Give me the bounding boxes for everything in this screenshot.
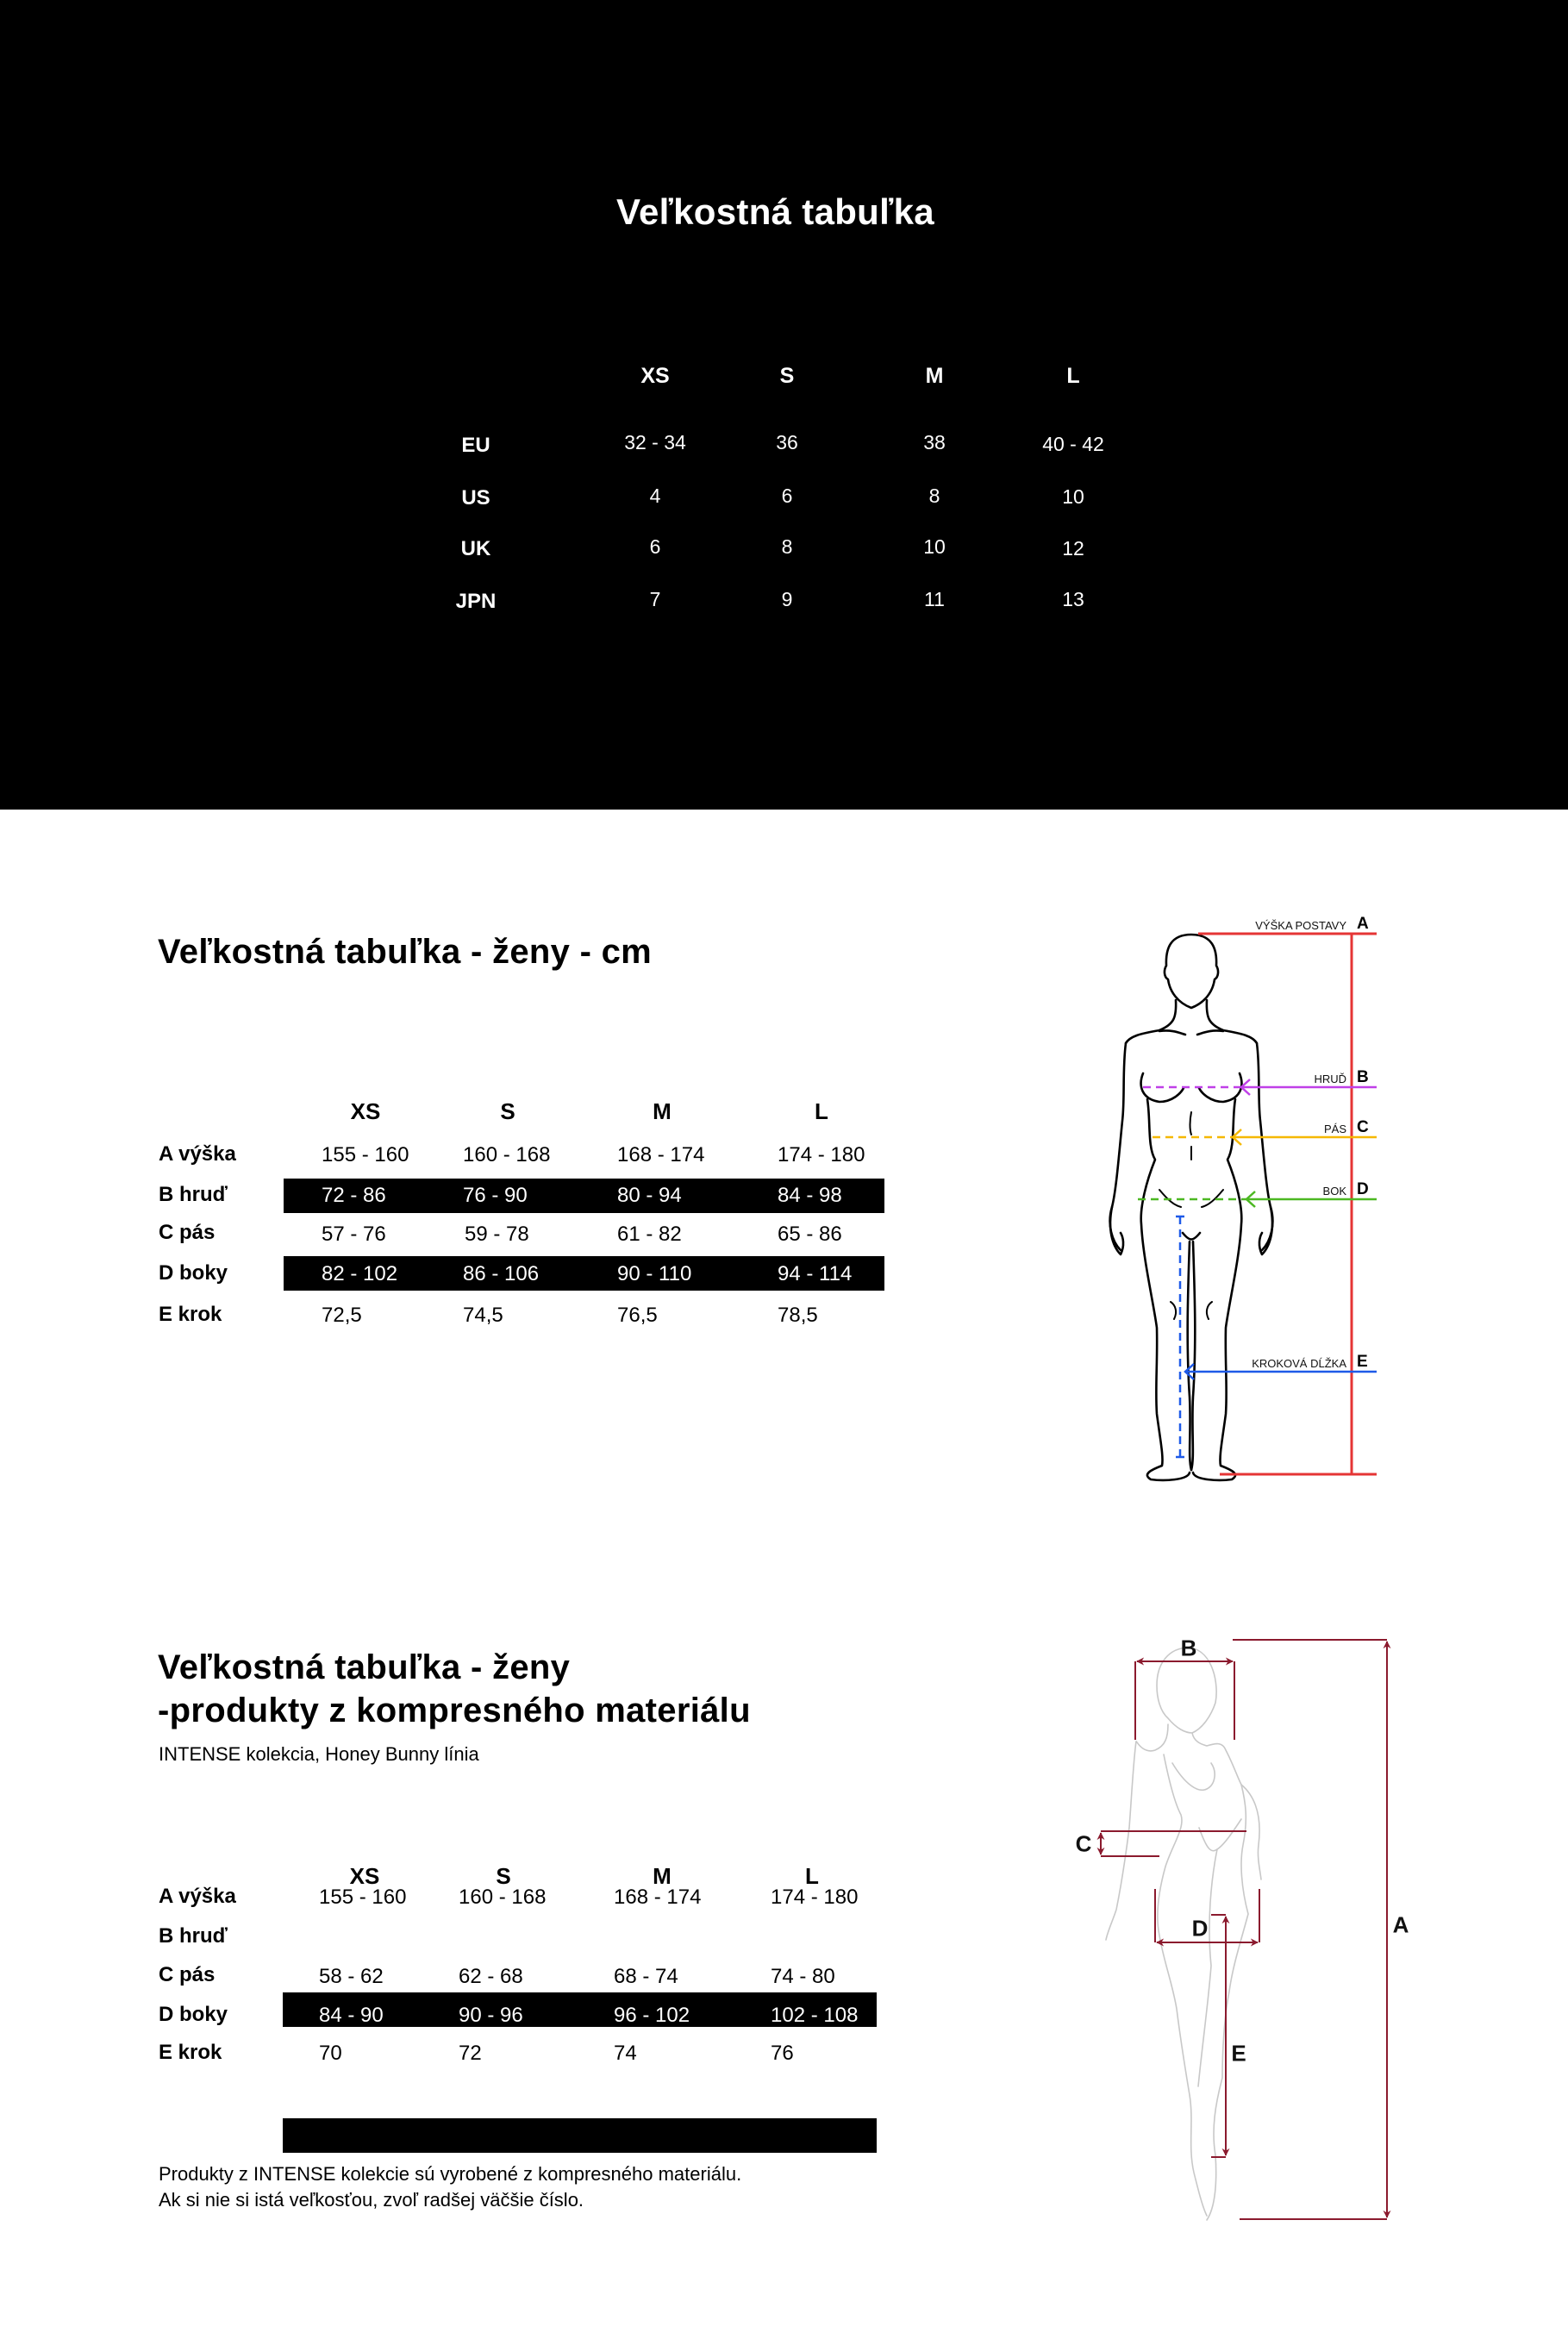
size-header-s: S — [779, 364, 795, 388]
table-cell: 74,5 — [463, 1304, 503, 1327]
size-header-m: M — [925, 364, 944, 388]
diagram-letter-d: D — [1357, 1180, 1369, 1198]
conversion-section — [0, 0, 1568, 810]
size-header-m: M — [653, 1863, 672, 1889]
row-label-chest: B hruď — [159, 1924, 228, 1948]
diagram-label-inseam: KROKOVÁ DĹŽKA — [1252, 1357, 1346, 1370]
highlight-bar-hips — [283, 2118, 877, 2153]
table-cell: 58 - 62 — [319, 1965, 384, 1988]
table-cell: 38 — [923, 431, 946, 453]
size-header-xs: XS — [349, 1863, 380, 1889]
table-cell: 168 - 174 — [617, 1143, 705, 1166]
table-cell: 160 - 168 — [463, 1143, 551, 1166]
row-label-waist: C pás — [159, 1963, 216, 1986]
table-cell: 10 — [1062, 485, 1084, 508]
table-cell: 40 - 42 — [1042, 433, 1104, 455]
table-cell: 6 — [781, 485, 793, 507]
diagram-letter-e: E — [1357, 1353, 1368, 1371]
row-label-height: A výška — [159, 1142, 236, 1166]
table-cell: 84 - 90 — [319, 1925, 384, 1948]
conversion-title: Veľkostná tabuľka — [616, 191, 934, 232]
diagram-label-chest: HRUĎ — [1314, 1073, 1346, 1085]
table-cell: 6 — [649, 535, 661, 558]
table-cell: 96 - 102 — [614, 2004, 690, 2027]
compression-title-line2: -produkty z kompresného materiálu — [158, 1692, 751, 1729]
table-cell: 68 - 74 — [614, 1965, 678, 1988]
table-cell: 82 - 102 — [322, 1262, 398, 1285]
row-label-chest: B hruď — [159, 1183, 228, 1206]
table-cell: 174 - 180 — [771, 1886, 859, 1909]
diagram-letter-b: B — [1357, 1068, 1369, 1086]
row-label-us: US — [461, 486, 490, 510]
table-cell: 155 - 160 — [322, 1143, 409, 1166]
table-cell: 76,5 — [617, 1304, 658, 1327]
table-cell: 72 — [459, 2042, 482, 2065]
size-header-l: L — [815, 1098, 828, 1124]
size-header-l: L — [805, 1863, 819, 1889]
table-cell: 102 - 108 — [771, 1925, 859, 1948]
inseam-measure-line-icon — [1176, 1216, 1377, 1457]
table-cell: 59 - 78 — [465, 1223, 529, 1246]
table-cell: 160 - 168 — [459, 1886, 547, 1909]
row-label-waist: C pás — [159, 1221, 216, 1244]
table-cell: 80 - 94 — [617, 1184, 682, 1207]
body-outline-icon — [1110, 935, 1273, 1480]
row-label-inseam: E krok — [159, 1303, 222, 1326]
table-cell: 155 - 160 — [319, 1886, 407, 1909]
row-label-hips: D boky — [159, 1261, 228, 1285]
row-label-eu: EU — [461, 434, 490, 457]
table-cell: 10 — [923, 535, 946, 558]
women-cm-title: Veľkostná tabuľka - ženy - cm — [158, 933, 653, 971]
table-cell: 84 - 90 — [319, 2004, 384, 2027]
table-cell: 9 — [781, 588, 793, 610]
table-cell: 13 — [1062, 588, 1084, 610]
diagram-letter-a: A — [1357, 915, 1369, 933]
table-cell: 90 - 96 — [459, 2004, 523, 2027]
table-cell: 57 - 76 — [322, 1223, 386, 1246]
diagram-letter-d: D — [1191, 1915, 1209, 1942]
diagram-letter-b: B — [1180, 1635, 1197, 1661]
table-cell: 102 - 108 — [771, 2004, 859, 2027]
table-cell: 7 — [649, 588, 661, 610]
row-label-height: A výška — [159, 1885, 236, 1908]
compression-subtitle: INTENSE kolekcia, Honey Bunny línia — [159, 1743, 479, 1765]
size-header-l: L — [1066, 364, 1080, 388]
table-cell: 94 - 114 — [778, 1262, 853, 1285]
bar-filler — [283, 1998, 877, 1999]
row-label-uk: UK — [460, 537, 491, 560]
table-cell: 72 - 86 — [322, 1184, 386, 1207]
table-cell: 72,5 — [322, 1304, 362, 1327]
table-cell: 74 - 80 — [771, 1965, 835, 1988]
table-cell: 86 - 106 — [463, 1262, 540, 1285]
diagram-letter-c: C — [1357, 1118, 1369, 1136]
table-cell: 76 — [771, 2042, 794, 2065]
table-cell: 4 — [649, 485, 661, 507]
table-cell: 62 - 68 — [459, 1965, 523, 1988]
table-cell: 8 — [781, 535, 793, 558]
table-cell: 174 - 180 — [778, 1143, 865, 1166]
table-cell: 70 — [319, 2042, 342, 2065]
compression-note-line1: Produkty z INTENSE kolekcie sú vyrobené z kompresného materiálu. — [159, 2163, 742, 2185]
table-cell: 168 - 174 — [614, 1886, 702, 1909]
table-cell: 76 - 90 — [463, 1184, 528, 1207]
height-measure-line-icon — [1198, 934, 1377, 1474]
row-label-jpn: JPN — [455, 590, 497, 613]
size-header-s: S — [496, 1863, 511, 1889]
diagram-label-hips: BOK — [1322, 1185, 1346, 1198]
table-cell: 74 — [614, 2042, 637, 2065]
table-cell: 11 — [924, 588, 945, 610]
row-label-inseam: E krok — [159, 2041, 222, 2064]
table-cell: 96 - 102 — [614, 1925, 690, 1948]
sketch-figure-icon — [1106, 1648, 1261, 2220]
table-cell: 32 - 34 — [624, 431, 686, 453]
size-header-xs: XS — [350, 1098, 381, 1124]
table-cell: 78,5 — [778, 1304, 818, 1327]
size-header-xs: XS — [640, 364, 670, 388]
diagram-label-height: VÝŠKA POSTAVY — [1255, 919, 1346, 932]
table-cell: 90 - 96 — [459, 1925, 523, 1948]
compression-note-line2: Ak si nie si istá veľkosťou, zvoľ radšej väčšie číslo. — [159, 2189, 584, 2211]
table-cell: 84 - 98 — [778, 1184, 842, 1207]
diagram-letter-e: E — [1231, 2040, 1246, 2067]
diagram-letter-a: A — [1392, 1911, 1409, 1938]
size-header-m: M — [653, 1098, 672, 1124]
diagram-label-waist: PÁS — [1323, 1123, 1346, 1135]
row-label-hips: D boky — [159, 2003, 228, 2026]
table-cell: 61 - 82 — [617, 1223, 682, 1246]
compression-title-line1: Veľkostná tabuľka - ženy — [158, 1648, 571, 1686]
measure-lines-icon — [1101, 1640, 1387, 2219]
diagram-letter-c: C — [1075, 1830, 1092, 1857]
table-cell: 90 - 110 — [617, 1262, 692, 1285]
table-cell: 65 - 86 — [778, 1223, 842, 1246]
size-header-s: S — [500, 1098, 515, 1124]
table-cell: 8 — [928, 485, 940, 507]
table-cell: 36 — [776, 431, 798, 453]
table-cell: 12 — [1062, 537, 1084, 560]
